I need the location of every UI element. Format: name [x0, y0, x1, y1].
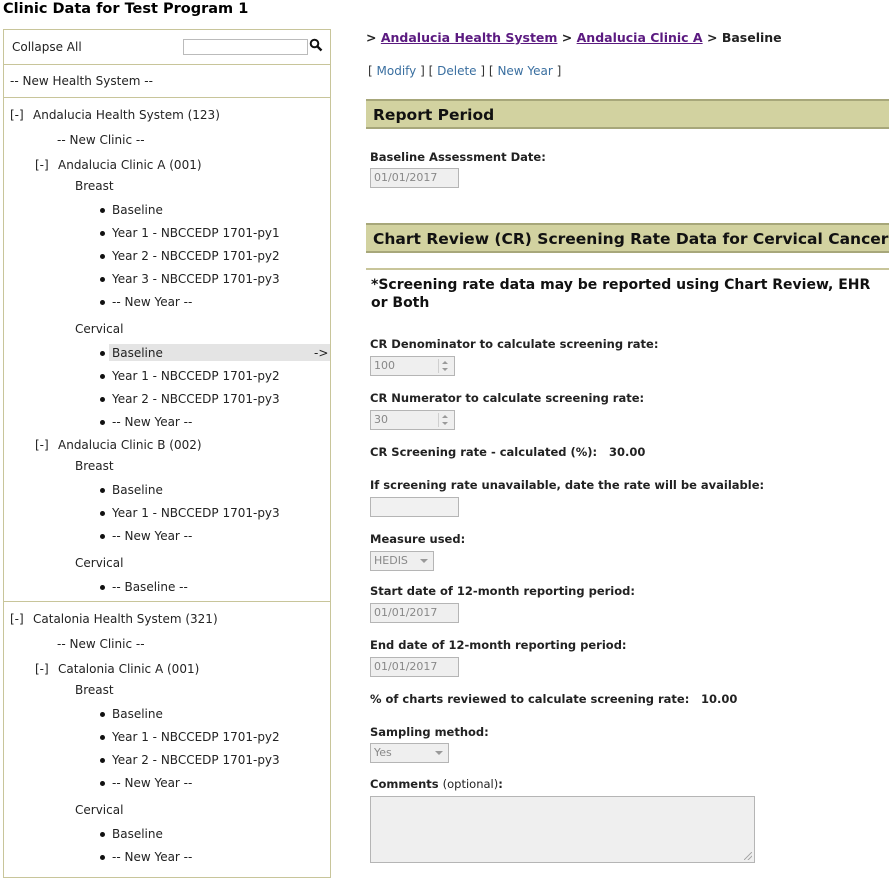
search-icon[interactable] [309, 38, 323, 52]
tree-year-item[interactable]: Year 2 - NBCCEDP 1701-py2 [112, 249, 280, 263]
section-title: Report Period [373, 106, 495, 124]
new-year-link[interactable]: -- New Year -- [112, 850, 193, 864]
clinic-tree-panel [3, 29, 331, 878]
resize-grip-icon[interactable] [744, 852, 752, 860]
toggle-clinic[interactable]: [-] [35, 662, 49, 676]
bullet-icon [100, 758, 105, 763]
bracket: [ [428, 64, 434, 78]
program-label-breast: Breast [75, 683, 114, 697]
number-spinner-icon[interactable] [438, 413, 452, 427]
selected-arrow-icon: -> [314, 346, 329, 360]
screening-note: *Screening rate data may be reported using Chart Review, EHR or Both [371, 277, 871, 311]
cr-section-header [366, 223, 889, 253]
bullet-icon [100, 420, 105, 425]
tree-year-item[interactable]: Year 1 - NBCCEDP 1701-py3 [112, 506, 280, 520]
new-health-system-link[interactable]: -- New Health System -- [10, 74, 153, 88]
charts-reviewed-label: % of charts reviewed to calculate screening rate: [370, 692, 690, 706]
breadcrumb-sep: > [706, 30, 718, 45]
breadcrumb-sep: > [561, 30, 573, 45]
bullet-icon [100, 231, 105, 236]
toggle-catalonia-system[interactable]: [-] [10, 612, 24, 626]
breadcrumb [366, 30, 782, 45]
tree-divider [4, 97, 330, 98]
tree-year-item[interactable]: Year 1 - NBCCEDP 1701-py2 [112, 730, 280, 744]
denominator-label: CR Denominator to calculate screening rate: [370, 337, 659, 351]
start-date-label: Start date of 12-month reporting period: [370, 584, 635, 598]
section-title: Chart Review (CR) Screening Rate Data for Cervical Cancer [373, 230, 889, 248]
bracket: [ [488, 64, 494, 78]
number-spinner-icon[interactable] [438, 359, 452, 373]
screening-rate-label: CR Screening rate - calculated (%): [370, 445, 598, 459]
rate-available-date-field[interactable] [370, 497, 459, 517]
section-divider [366, 268, 889, 270]
toggle-clinic[interactable]: [-] [35, 438, 49, 452]
bracket: ] [556, 64, 562, 78]
end-date-field[interactable]: 01/01/2017 [370, 657, 459, 677]
bullet-icon [100, 300, 105, 305]
program-label-cervical: Cervical [75, 322, 124, 336]
comments-textarea[interactable] [370, 796, 755, 863]
comments-colon: : [498, 777, 503, 791]
bullet-icon [100, 397, 105, 402]
toggle-clinic[interactable]: [-] [35, 158, 49, 172]
new-clinic-link[interactable]: -- New Clinic -- [57, 637, 145, 651]
start-date-field[interactable]: 01/01/2017 [370, 603, 459, 623]
tree-year-item[interactable]: Year 2 - NBCCEDP 1701-py3 [112, 392, 280, 406]
comments-label [370, 777, 503, 791]
comments-optional-text: (optional) [442, 777, 499, 791]
sampling-method-label: Sampling method: [370, 725, 489, 739]
rate-unavailable-label: If screening rate unavailable, date the rate will be available: [370, 478, 765, 492]
tree-year-item[interactable]: Baseline [112, 827, 163, 841]
bracket: [ [368, 64, 373, 78]
measure-used-value: HEDIS [374, 554, 408, 567]
charts-reviewed-value: 10.00 [701, 692, 738, 706]
new-year-link[interactable]: -- New Year -- [112, 776, 193, 790]
bullet-icon [100, 585, 105, 590]
tree-clinic[interactable]: Catalonia Clinic A (001) [58, 662, 200, 676]
measure-used-label: Measure used: [370, 532, 466, 546]
numerator-input[interactable] [370, 410, 455, 430]
new-year-link[interactable]: -- New Year -- [112, 529, 193, 543]
bullet-icon [100, 254, 105, 259]
breadcrumb-sep: > [366, 30, 377, 45]
numerator-value: 30 [374, 413, 388, 426]
bullet-icon [100, 208, 105, 213]
bullet-icon [100, 855, 105, 860]
bullet-icon [100, 511, 105, 516]
tree-divider [4, 64, 330, 65]
sampling-method-select[interactable] [370, 743, 449, 763]
screening-rate-value: 30.00 [609, 445, 646, 459]
sampling-method-value: Yes [374, 746, 392, 759]
bullet-icon [100, 277, 105, 282]
page-title: Clinic Data for Test Program 1 [3, 1, 249, 17]
program-label-breast: Breast [75, 459, 114, 473]
program-label-cervical: Cervical [75, 556, 124, 570]
tree-year-item[interactable]: Baseline [112, 483, 163, 497]
numerator-label: CR Numerator to calculate screening rate: [370, 391, 645, 405]
chevron-down-icon [435, 751, 443, 755]
tree-health-system[interactable]: Andalucia Health System (123) [33, 108, 220, 122]
bullet-icon [100, 832, 105, 837]
bullet-icon [100, 712, 105, 717]
new-year-link[interactable]: New Year [497, 64, 553, 78]
bullet-icon [100, 488, 105, 493]
comments-label-text: Comments [370, 777, 439, 791]
tree-year-item[interactable]: Year 1 - NBCCEDP 1701-py2 [112, 369, 280, 383]
tree-divider [4, 601, 330, 602]
program-label-cervical: Cervical [75, 803, 124, 817]
report-period-header [366, 99, 889, 129]
tree-clinic[interactable]: Andalucia Clinic B (002) [58, 438, 202, 452]
tree-year-item[interactable]: Year 3 - NBCCEDP 1701-py3 [112, 272, 280, 286]
tree-year-item[interactable]: Baseline [112, 707, 163, 721]
action-links [368, 64, 561, 78]
tree-clinic[interactable]: Andalucia Clinic A (001) [58, 158, 202, 172]
new-year-link[interactable]: -- New Year -- [112, 415, 193, 429]
breadcrumb-clinic-link[interactable]: Andalucia Clinic A [576, 30, 703, 45]
tree-year-item[interactable]: Year 1 - NBCCEDP 1701-py1 [112, 226, 280, 240]
bracket: ] [420, 64, 425, 78]
delete-link[interactable]: Delete [437, 64, 477, 78]
bullet-icon [100, 534, 105, 539]
baseline-date-label: Baseline Assessment Date: [370, 150, 546, 164]
tree-year-item[interactable]: Baseline [112, 203, 163, 217]
tree-health-system[interactable]: Catalonia Health System (321) [33, 612, 218, 626]
new-year-link[interactable]: -- New Year -- [112, 295, 193, 309]
denominator-input[interactable] [370, 356, 455, 376]
tree-year-item-selected[interactable]: Baseline [112, 346, 163, 360]
end-date-label: End date of 12-month reporting period: [370, 638, 627, 652]
bracket: ] [480, 64, 486, 78]
tree-search-input[interactable] [183, 39, 308, 55]
measure-used-select[interactable] [370, 551, 434, 571]
toggle-andalucia-system[interactable]: [-] [10, 108, 24, 122]
bullet-icon [100, 351, 105, 356]
new-baseline-link[interactable]: -- Baseline -- [112, 580, 188, 594]
bullet-icon [100, 374, 105, 379]
bullet-icon [100, 735, 105, 740]
collapse-all-link[interactable]: Collapse All [12, 40, 82, 54]
chevron-down-icon [420, 559, 428, 563]
denominator-value: 100 [374, 359, 395, 372]
program-label-breast: Breast [75, 179, 114, 193]
breadcrumb-health-system-link[interactable]: Andalucia Health System [380, 30, 558, 45]
baseline-date-field[interactable]: 01/01/2017 [370, 168, 459, 188]
modify-link[interactable]: Modify [376, 64, 417, 78]
bullet-icon [100, 781, 105, 786]
tree-year-item[interactable]: Year 2 - NBCCEDP 1701-py3 [112, 753, 280, 767]
breadcrumb-current: Baseline [721, 30, 782, 45]
new-clinic-link[interactable]: -- New Clinic -- [57, 133, 145, 147]
